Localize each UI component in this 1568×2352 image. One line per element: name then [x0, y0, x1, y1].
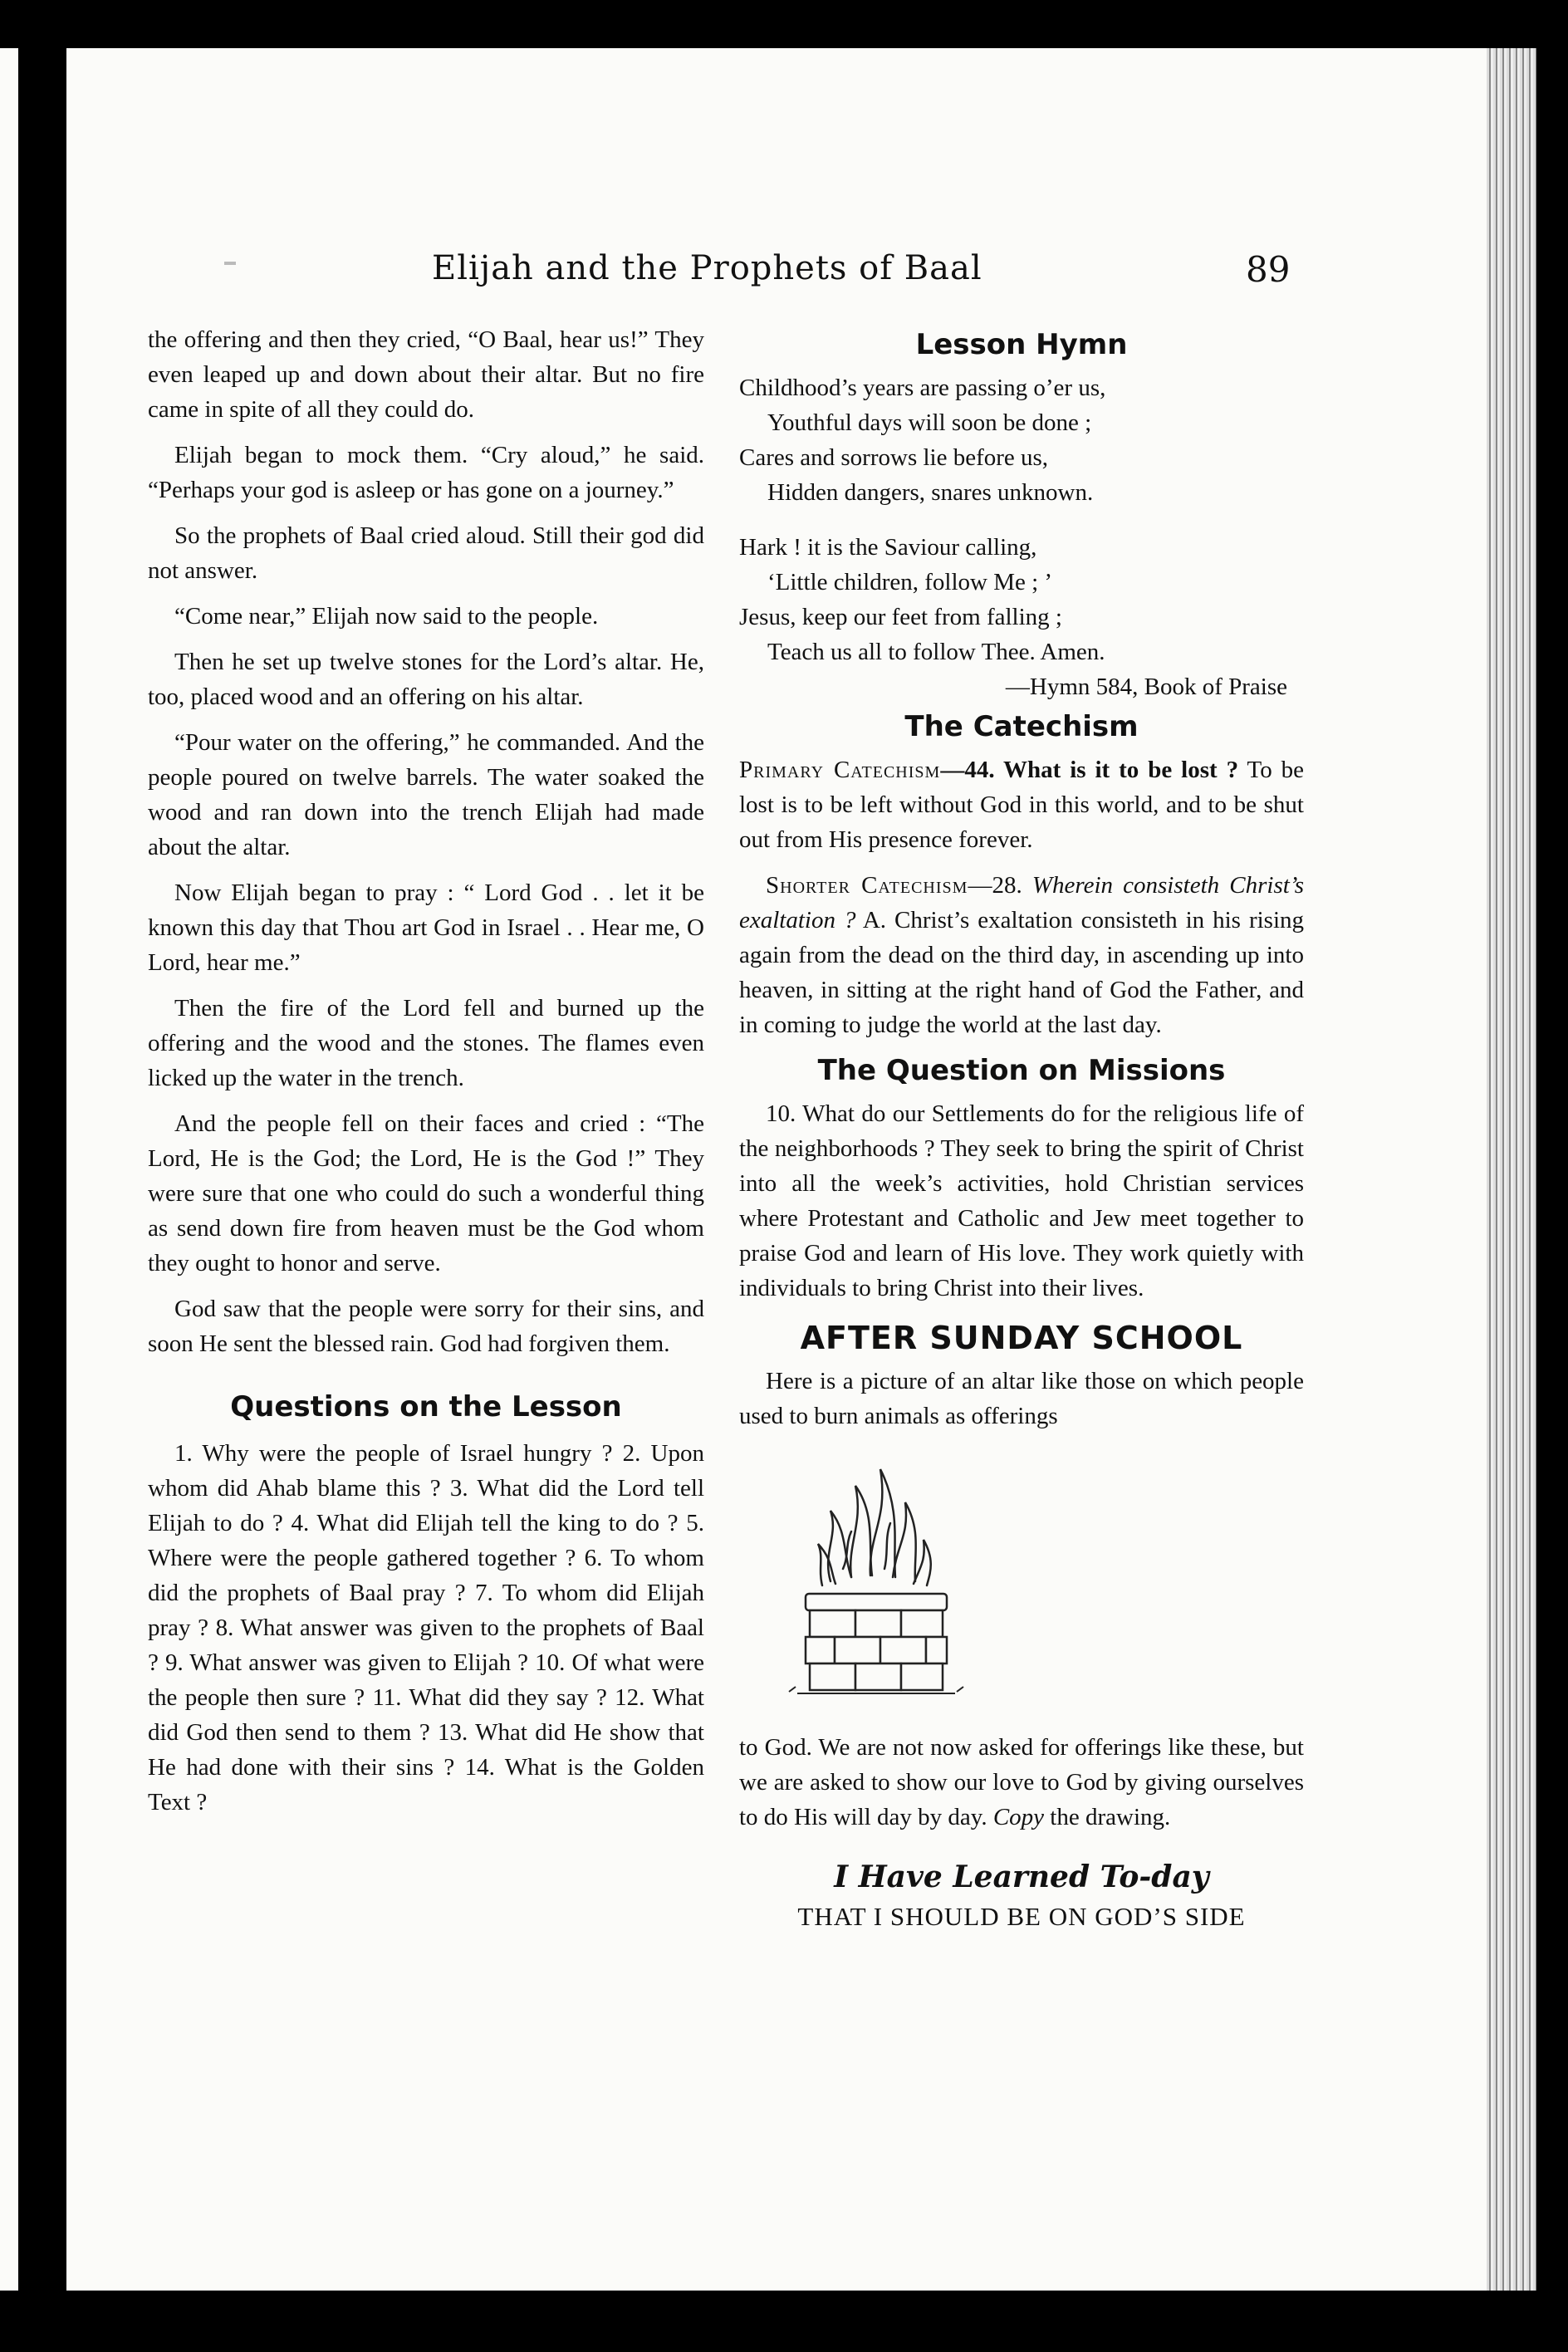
- page-edges: [1487, 48, 1536, 2291]
- learned-text: THAT I SHOULD BE ON GOD’S SIDE: [797, 1902, 1246, 1931]
- after-text: Here is a picture of an altar like those on which people used to burn animals as offerings: [739, 1368, 1304, 1429]
- after-sunday-school-heading: AFTER SUNDAY SCHOOL: [800, 1320, 1243, 1356]
- questions-text: 1. Why were the people of Israel hungry ? 2. Upon whom did Ahab blame this ? 3. What did the Lord tell Elijah to do ? 4. What did Elijah tell the king to do ? 5. Where were the people gathered together ? 6. To whom did the prophets of Baal pray ? 7. To whom did Elijah pray ? 8. What answer was given to the prophets of Baal ? 9. What answer was given to Elijah ? 10. Of what were the people then sure ? 11. What did they say ? 12. What did God then send to them ? 13. What did He show that He had done with their sins ? 14. What is the Golden Text ?: [148, 1440, 704, 1815]
- missions-text: 10. What do our Settlements do for the religious life of the neighborhoods ? They seek to bring the spirit of Christ into all the week’s activities, hold Christian services where Protestant and Catholic and Jew meet together to praise God and learn of His love. They work quietly with individuals to bring Christ into their lives.: [739, 1100, 1304, 1301]
- left-column: [148, 322, 704, 1830]
- questions-heading: Questions on the Lesson: [230, 1390, 622, 1423]
- learned-heading: I Have Learned To-day: [834, 1860, 1209, 1894]
- right-column: [739, 322, 1304, 1934]
- hymn-line: Jesus, keep our feet from falling ;: [739, 604, 1062, 630]
- running-title: Elijah and the Prophets of Baal: [432, 249, 982, 287]
- paragraph: Elijah began to mock them. “Cry aloud,” he said. “Perhaps your god is asleep or has gone on a journey.”: [148, 442, 704, 503]
- hymn-line: Cares and sorrows lie before us,: [739, 444, 1049, 471]
- hymn-line: Teach us all to follow Thee. Amen.: [767, 639, 1105, 665]
- paragraph: So the prophets of Baal cried aloud. Still their god did not answer.: [148, 522, 704, 584]
- shorter-question: Wherein consisteth Christ’s exaltation ?: [739, 872, 1305, 933]
- shorter-catechism: [739, 868, 1304, 1042]
- hymn-line: Hidden dangers, snares unknown.: [767, 479, 1094, 506]
- paragraph: God saw that the people were sorry for their sins, and soon He sent the blessed rain. God had forgiven them.: [148, 1296, 704, 1357]
- primary-question: —44. What is it to be lost ?: [940, 757, 1239, 783]
- paragraph: Then the fire of the Lord fell and burned up the offering and the wood and the stones. The flames even licked up the water in the trench.: [148, 995, 704, 1091]
- shorter-label: Shorter Catechism: [766, 872, 968, 899]
- hymn-heading: Lesson Hymn: [915, 328, 1128, 361]
- paragraph: Then he set up twelve stones for the Lord’s altar. He, too, placed wood and an offering on his altar.: [148, 649, 704, 710]
- altar-drawing: [739, 1444, 1304, 1718]
- altar-illustration-icon: [772, 1444, 972, 1718]
- paragraph: And the people fell on their faces and cried : “The Lord, He is the God; the Lord, He is the God !” They were sure that one who could do such a wonderful thing as send down fire from heaven must be the God whom they ought to honor and serve.: [148, 1110, 704, 1276]
- page-number: 89: [1246, 249, 1291, 290]
- questions-section: [148, 1389, 704, 1820]
- hymn-line: Hark ! it is the Saviour calling,: [739, 534, 1037, 561]
- facing-page-edge: [0, 48, 18, 2291]
- primary-answer: To be lost is to be left without God in this world, and to be shut out from His presence forever.: [739, 757, 1304, 853]
- after-text-continued: to God. We are not now asked for offerings like these, but we are asked to show our love to God by giving ourselves to do His will day by day. Copy the drawing.: [739, 1734, 1304, 1830]
- primary-label: Primary Catechism: [739, 757, 941, 783]
- paragraph: the offering and then they cried, “O Baal, hear us!” They even leaped up and down about their altar. But no fire came in spite of all they could do.: [148, 326, 704, 423]
- primary-catechism: [739, 752, 1304, 857]
- hymn-line: Youthful days will soon be done ;: [767, 409, 1092, 436]
- ink-mark: [224, 262, 236, 265]
- shorter-answer: A. Christ’s exaltation consisteth in his rising again from the dead on the third day, in ascending up into heaven, in sitting at the right hand of God the Father, and in coming to judge the world at the last day.: [739, 907, 1304, 1038]
- paragraph: Now Elijah began to pray : “ Lord God . . let it be known this day that Thou art God in Israel . . Hear me, O Lord, hear me.”: [148, 880, 704, 976]
- shorter-number: —28.: [968, 872, 1022, 899]
- missions-heading: The Question on Missions: [817, 1054, 1226, 1087]
- paragraph: “Come near,” Elijah now said to the people.: [174, 603, 599, 630]
- catechism-heading: The Catechism: [904, 710, 1139, 743]
- hymn-attribution: —Hymn 584, Book of Praise: [1005, 674, 1287, 700]
- hymn-line: Childhood’s years are passing o’er us,: [739, 375, 1106, 401]
- hymn-line: ‘Little children, follow Me ; ’: [767, 569, 1053, 595]
- hymn: [739, 370, 1304, 704]
- paragraph: “Pour water on the offering,” he commanded. And the people poured on twelve barrels. The water soaked the wood and ran down into the trench Elijah had made about the altar.: [148, 729, 704, 860]
